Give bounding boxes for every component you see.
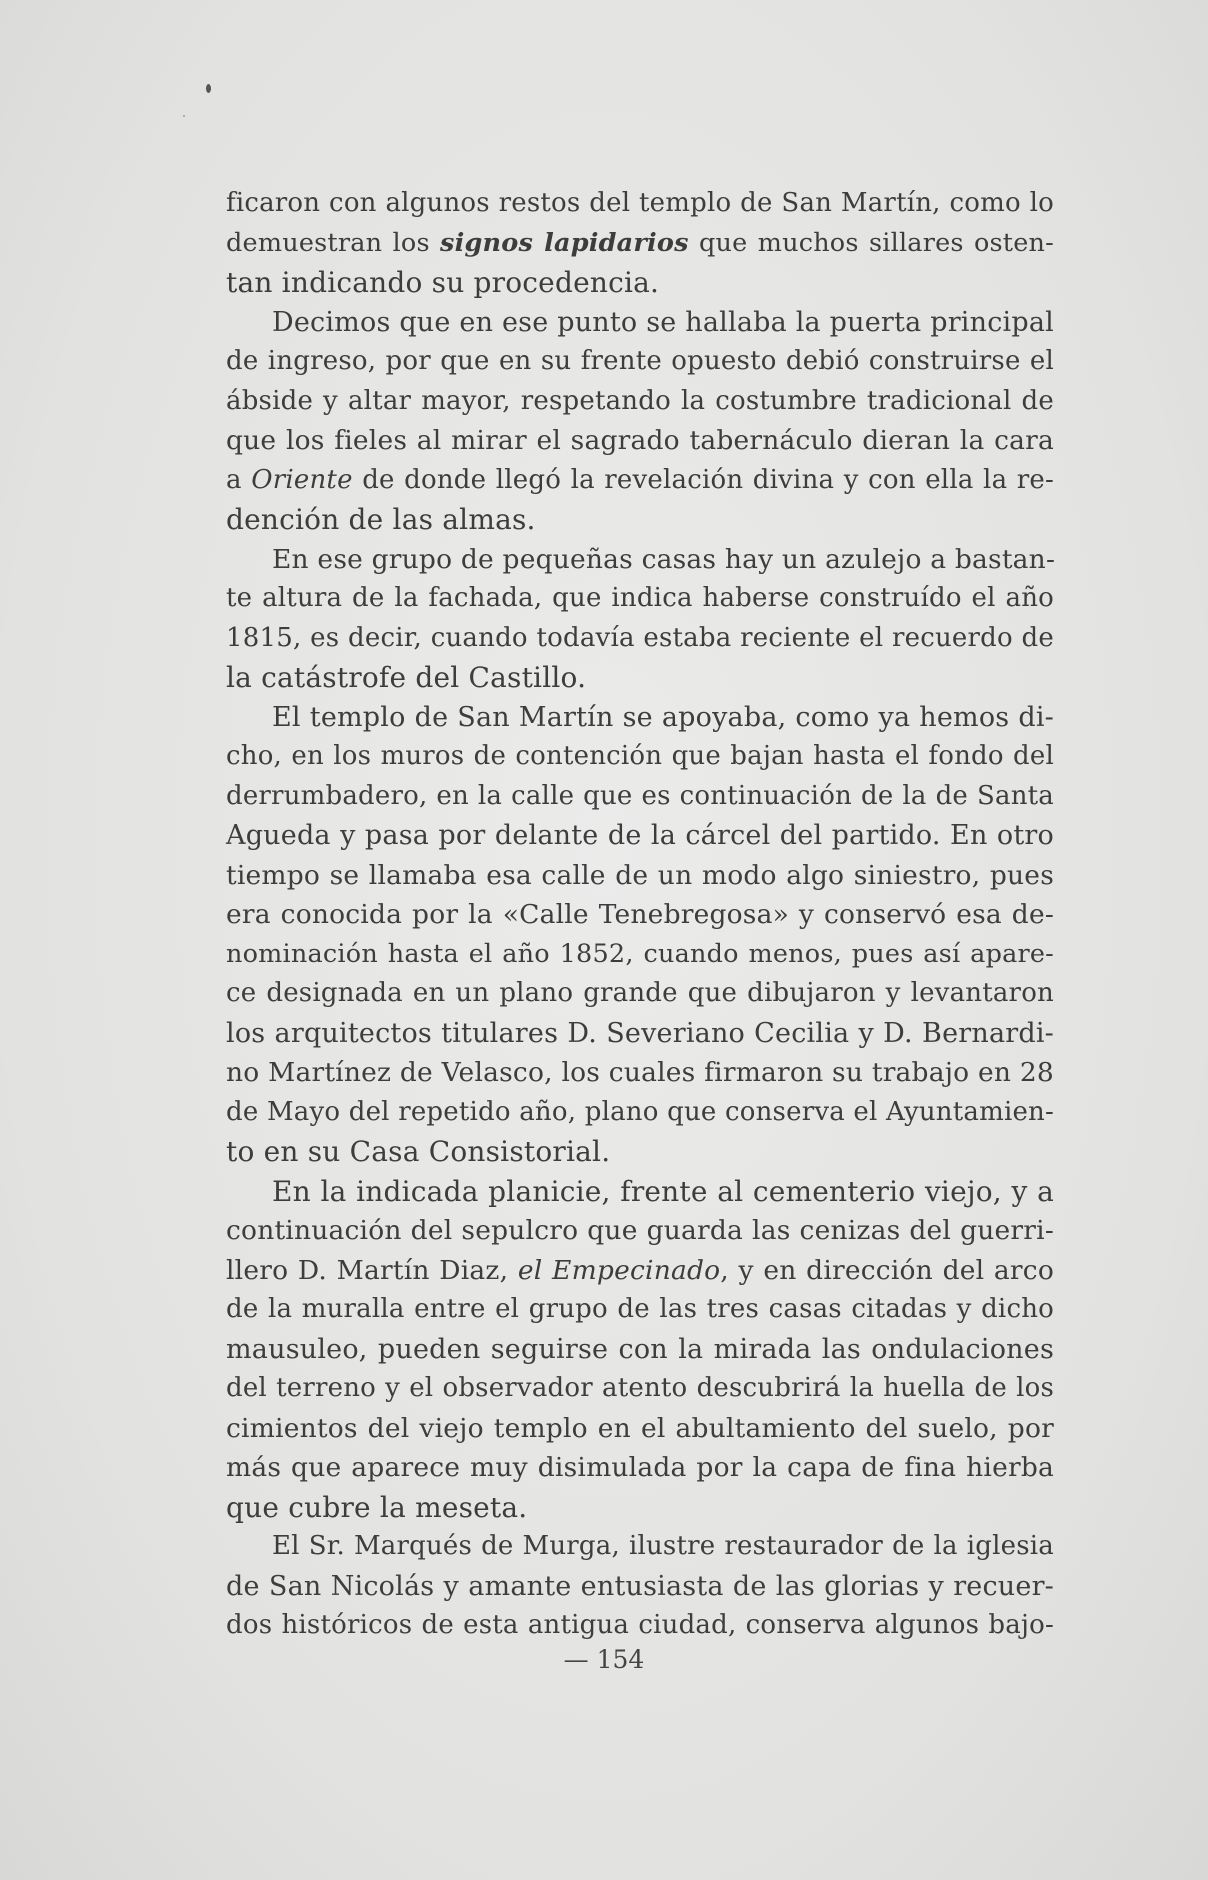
text-segment: que muchos sillares osten-: [688, 227, 1054, 258]
text-line: [226, 1053, 1054, 1093]
text-segment: En ese grupo de pequeñas casas hay un azulejo a bastan-: [272, 543, 1056, 575]
text-segment: continuación del sepulcro que guarda las cenizas del guerri-: [226, 1215, 1054, 1246]
text-segment: te altura de la fachada, que indica haberse construído el año: [226, 583, 1054, 613]
text-line: [226, 935, 1054, 975]
text-line: [226, 224, 1054, 264]
text-line: [226, 303, 1054, 343]
text-segment: El Sr. Marqués de Murga, ilustre restaurador de la iglesia: [272, 1531, 1054, 1561]
text-segment: de la muralla entre el grupo de las tres casas citadas y dicho: [226, 1294, 1054, 1324]
text-segment: de ingreso, por que en su frente opuesto debió construirse el: [226, 346, 1054, 376]
text-line: [226, 263, 1054, 303]
text-line: [226, 1567, 1054, 1607]
text-line: [226, 421, 1054, 461]
text-segment: no Martínez de Velasco, los cuales firmaron su trabajo en 28: [226, 1057, 1054, 1088]
text-segment: El templo de San Martín se apoyaba, como ya hemos di-: [272, 701, 1054, 733]
text-line: [226, 1527, 1054, 1567]
text-line: [226, 1014, 1054, 1054]
paragraph: [226, 1172, 1054, 1528]
text-segment: era conocida por la «Calle Tenebregosa» y conservó esa de-: [226, 899, 1054, 930]
text-line: [226, 461, 1054, 501]
text-segment: a: [226, 464, 252, 495]
text-segment: los arquitectos titulares D. Severiano Cecilia y D. Bernardi-: [226, 1017, 1054, 1049]
text-segment: tan indicando su procedencia.: [226, 266, 660, 299]
paragraph: [226, 540, 1054, 698]
ink-speck: [183, 115, 185, 117]
text-line: [226, 856, 1054, 896]
text-line: [226, 579, 1054, 619]
text-line: [226, 1093, 1054, 1133]
text-segment: más que aparece muy disimulada por la capa de fina hierba: [226, 1452, 1054, 1483]
text-line: [226, 1330, 1054, 1370]
text-segment: que los fieles al mirar el sagrado tabernáculo dieran la cara: [226, 425, 1054, 456]
text-segment: de San Nicolás y amante entusiasta de las glorias y recuer-: [226, 1570, 1054, 1602]
ink-speck: [206, 84, 211, 93]
text-segment: derrumbadero, en la calle que es continuación de la de Santa: [226, 780, 1054, 811]
text-segment: ce designada en un plano grande que dibujaron y levantaron: [226, 978, 1054, 1008]
text-segment: de donde llegó la revelación divina y con ella la re-: [352, 464, 1054, 495]
page-number: — 154: [563, 1645, 645, 1674]
text-segment: , y en dirección del arco: [720, 1254, 1054, 1286]
text-line: [226, 1448, 1054, 1488]
text-line: [226, 895, 1054, 935]
text-segment: ficaron con algunos restos del templo de San Martín, como lo: [226, 188, 1054, 218]
text-segment: Decimos que en ese punto se hallaba la puerta principal: [272, 306, 1054, 338]
text-line: [226, 1409, 1054, 1449]
text-line: [226, 500, 1054, 540]
italic-phrase: el Empecinado: [517, 1254, 721, 1286]
text-line: [226, 974, 1054, 1014]
text-segment: dención de las almas.: [226, 503, 536, 536]
text-line: [226, 737, 1054, 777]
text-line: [226, 658, 1054, 698]
text-segment: demuestran los: [226, 227, 441, 258]
text-segment: cimientos del viejo templo en el abultamiento del suelo, por: [226, 1412, 1054, 1444]
paragraph: [226, 184, 1054, 303]
text-segment: tiempo se llamaba esa calle de un modo algo siniestro, pues: [226, 859, 1054, 891]
text-line: [226, 698, 1054, 738]
text-segment: la catástrofe del Castillo.: [226, 661, 587, 694]
paragraph: [226, 303, 1054, 540]
text-line: [226, 1172, 1054, 1212]
text-line: [226, 777, 1054, 817]
text-line: [226, 816, 1054, 856]
text-segment: del terreno y el observador atento descubrirá la huella de los: [226, 1373, 1054, 1403]
text-line: [226, 1251, 1054, 1291]
text-segment: llero D. Martín Diaz,: [226, 1254, 518, 1286]
text-line: [226, 1132, 1054, 1172]
text-line: [226, 540, 1054, 580]
text-segment: to en su Casa Consistorial.: [226, 1135, 611, 1168]
paragraph: [226, 1527, 1054, 1646]
italic-phrase: Oriente: [251, 464, 353, 495]
text-segment: 1815, es decir, cuando todavía estaba reciente el recuerdo de: [226, 622, 1054, 653]
emphasized-phrase: signos lapidarios: [440, 227, 689, 258]
text-segment: cho, en los muros de contención que bajan hasta el fondo del: [226, 741, 1054, 771]
text-line: [226, 382, 1054, 422]
text-segment: nominación hasta el año 1852, cuando menos, pues así apare-: [226, 938, 1054, 969]
text-segment: mausuleo, pueden seguirse con la mirada las ondulaciones: [226, 1333, 1054, 1365]
text-segment: dos históricos de esta antigua ciudad, conserva algunos bajo-: [226, 1610, 1054, 1640]
text-line: [226, 1488, 1054, 1528]
text-segment: Agueda y pasa por delante de la cárcel del partido. En otro: [226, 820, 1054, 851]
body-text: [226, 184, 1054, 1646]
text-segment: que cubre la meseta.: [226, 1490, 528, 1524]
text-line: [226, 342, 1054, 382]
text-line: [226, 1211, 1054, 1251]
text-segment: ábside y altar mayor, respetando la costumbre tradicional de: [226, 385, 1054, 416]
text-line: [226, 184, 1054, 224]
text-line: [226, 1606, 1054, 1646]
text-segment: En la indicada planicie, frente al cementerio viejo, y a: [272, 1174, 1054, 1208]
text-line: [226, 619, 1054, 659]
paragraph: [226, 698, 1054, 1172]
text-segment: de Mayo del repetido año, plano que conserva el Ayuntamien-: [226, 1096, 1054, 1127]
text-line: [226, 1369, 1054, 1409]
text-line: [226, 1290, 1054, 1330]
